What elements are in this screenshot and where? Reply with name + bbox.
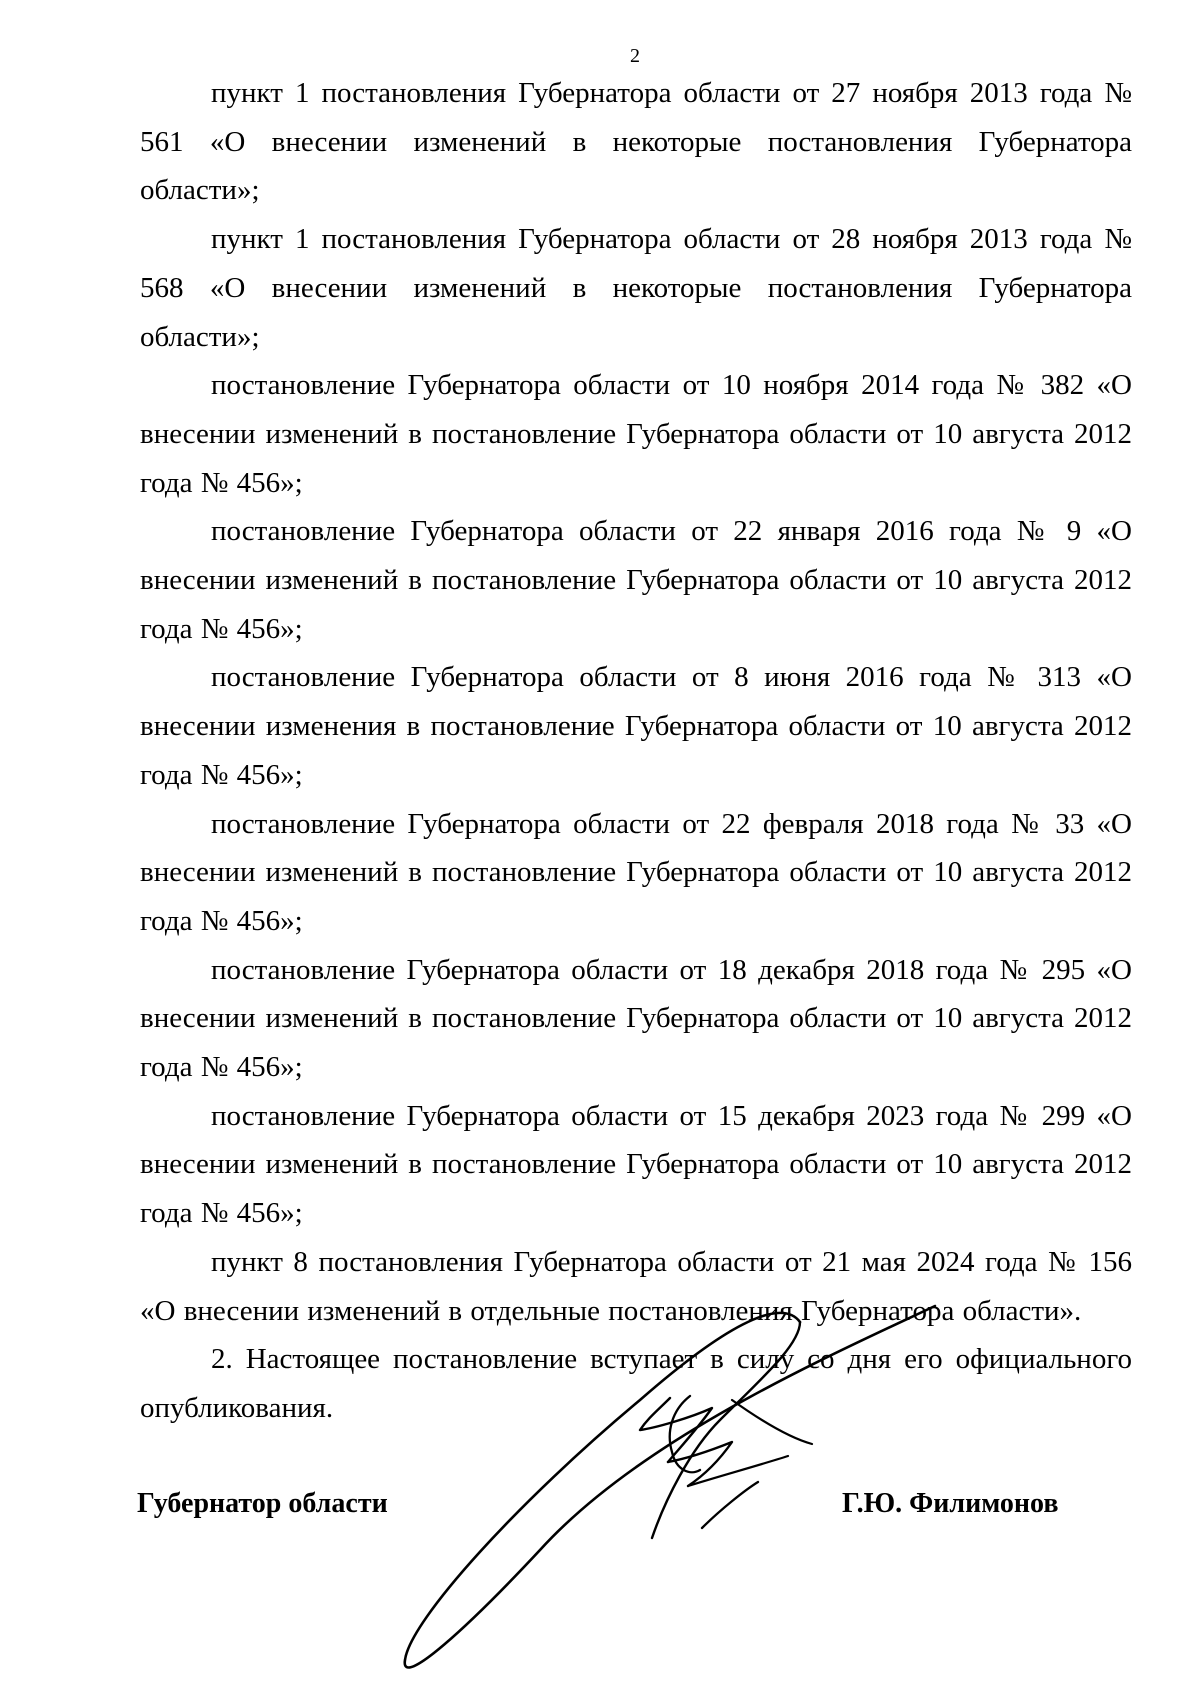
paragraph-2: пункт 1 постановления Губернатора области от 28 ноября 2013 года № 568 «О внесении изменений в некоторые постановления Губернатора области»; — [140, 223, 1132, 353]
signatory-name: Г.Ю. Филимонов — [842, 1488, 1059, 1519]
signatory-title: Губернатор области — [137, 1488, 388, 1519]
document-body — [140, 69, 1132, 1433]
page-number: 2 — [630, 45, 640, 67]
paragraph-8: постановление Губернатора области от 15 декабря 2023 года № 299 «О внесении изменений в постановление Губернатора области от 10 августа 2012 года № 456»; — [140, 1099, 1132, 1230]
paragraph-10: 2. Настоящее постановление вступает в силу со дня его официального опубликования. — [140, 1343, 1132, 1424]
paragraph-1: пункт 1 постановления Губернатора области от 27 ноября 2013 года № 561 «О внесении изменений в некоторые постановления Губернатора области»; — [140, 77, 1132, 207]
paragraph-4: постановление Губернатора области от 22 января 2016 года № 9 «О внесении изменений в постановление Губернатора области от 10 августа 2012 года № 456»; — [140, 515, 1132, 645]
paragraph-3: постановление Губернатора области от 10 ноября 2014 года № 382 «О внесении изменений в постановление Губернатора области от 10 августа 2012 года № 456»; — [140, 369, 1132, 499]
paragraph-5: постановление Губернатора области от 8 июня 2016 года № 313 «О внесении изменения в постановление Губернатора области от 10 августа 2012 года № 456»; — [140, 661, 1132, 791]
paragraph-9: пункт 8 постановления Губернатора области от 21 мая 2024 года № 156 «О внесении изменений в отдельные постановления Губернатора области». — [140, 1245, 1132, 1327]
paragraph-7: постановление Губернатора области от 18 декабря 2018 года № 295 «О внесении изменений в постановление Губернатора области от 10 августа 2012 года № 456»; — [140, 953, 1132, 1084]
paragraph-6: постановление Губернатора области от 22 февраля 2018 года № 33 «О внесении изменений в постановление Губернатора области от 10 августа 2012 года № 456»; — [140, 807, 1132, 937]
